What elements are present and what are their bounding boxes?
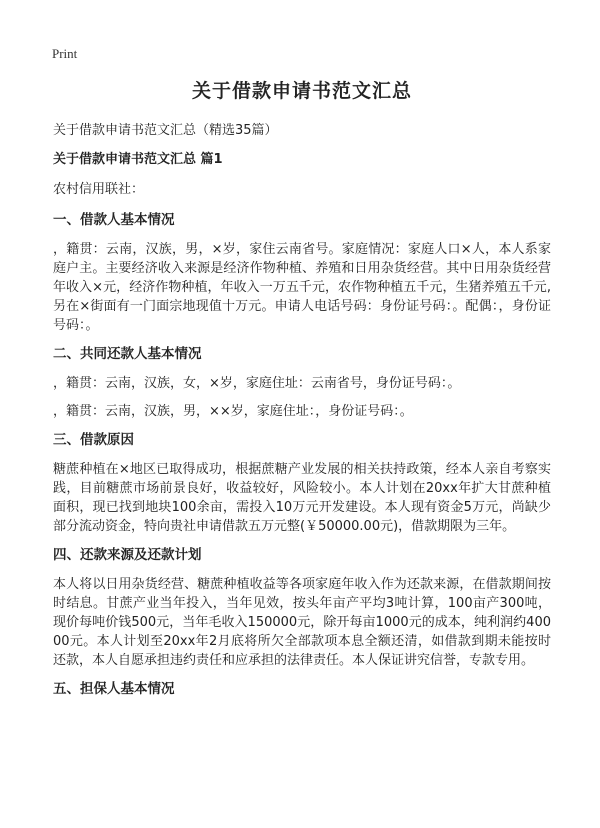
paragraph-repayment-plan: 本人将以日用杂货经营、糖蔗种植收益等各项家庭年收入作为还款来源，在借款期间按时结息。甘蔗产业当年投入，当年见效，按头年亩产平均3吨计算，100亩产300吨，现价每吨价钱500元，当年毛收入150000元，除开每亩1000元的成本，纯利润约40000元。本人计划至20xx年2月底将所欠全部款项本息全额还清，如借款到期未能按时还款，本人自愿承担违约责任和应承担的法律责任。本人保证讲究信誉，专款专用。 bbox=[53, 577, 551, 668]
paragraph-borrower-info: ，籍贯：云南，汉族，男，×岁，家住云南省号。家庭情况：家庭人口×人，本人系家庭户主。主要经济收入来源是经济作物种植、养殖和日用杂货经营。其中日用杂货经营年收入×元，经济作物种植，年收入一万五千元，农作物种植五千元，生猪养殖五千元,另在×街面有一门面宗地现值十万元。申请人电话号码：身份证号码：。配偶：，身份证号码：。 bbox=[53, 242, 551, 333]
document-subtitle: 关于借款申请书范文汇总（精选35篇） bbox=[53, 123, 278, 138]
greeting-line: 农村信用联社： bbox=[53, 182, 145, 197]
print-link[interactable]: Print bbox=[52, 46, 78, 61]
paragraph-loan-reason: 糖蔗种植在×地区已取得成功，根据蔗糖产业发展的相关扶持政策，经本人亲自考察实践，目前糖蔗市场前景良好，收益较好，风险较小。本人计划在20xx年扩大甘蔗种植面积，现已找到地块100余亩，需投入10万元开发建设。本人现有资金5万元，尚缺少部分流动资金，特向贵社申请借款五万元整(￥50000.00元)，借款期限为三年。 bbox=[53, 462, 551, 534]
section-heading-borrower: 一、借款人基本情况 bbox=[53, 212, 175, 228]
document-body bbox=[53, 78, 551, 709]
section-heading-loan-reason: 三、借款原因 bbox=[53, 432, 134, 448]
document-title: 关于借款申请书范文汇总 bbox=[191, 80, 412, 102]
section-heading-repayment: 四、还款来源及还款计划 bbox=[53, 547, 202, 563]
section-heading-co-repayer: 二、共同还款人基本情况 bbox=[53, 346, 202, 362]
paragraph-co-repayer-1: ，籍贯：云南，汉族，女，×岁，家庭住址：云南省号，身份证号码：。 bbox=[53, 376, 461, 391]
chapter-title: 关于借款申请书范文汇总 篇1 bbox=[53, 152, 223, 167]
paragraph-co-repayer-2: ，籍贯：云南，汉族，男，××岁，家庭住址：，身份证号码：。 bbox=[53, 404, 413, 419]
section-heading-guarantor: 五、担保人基本情况 bbox=[53, 681, 175, 697]
